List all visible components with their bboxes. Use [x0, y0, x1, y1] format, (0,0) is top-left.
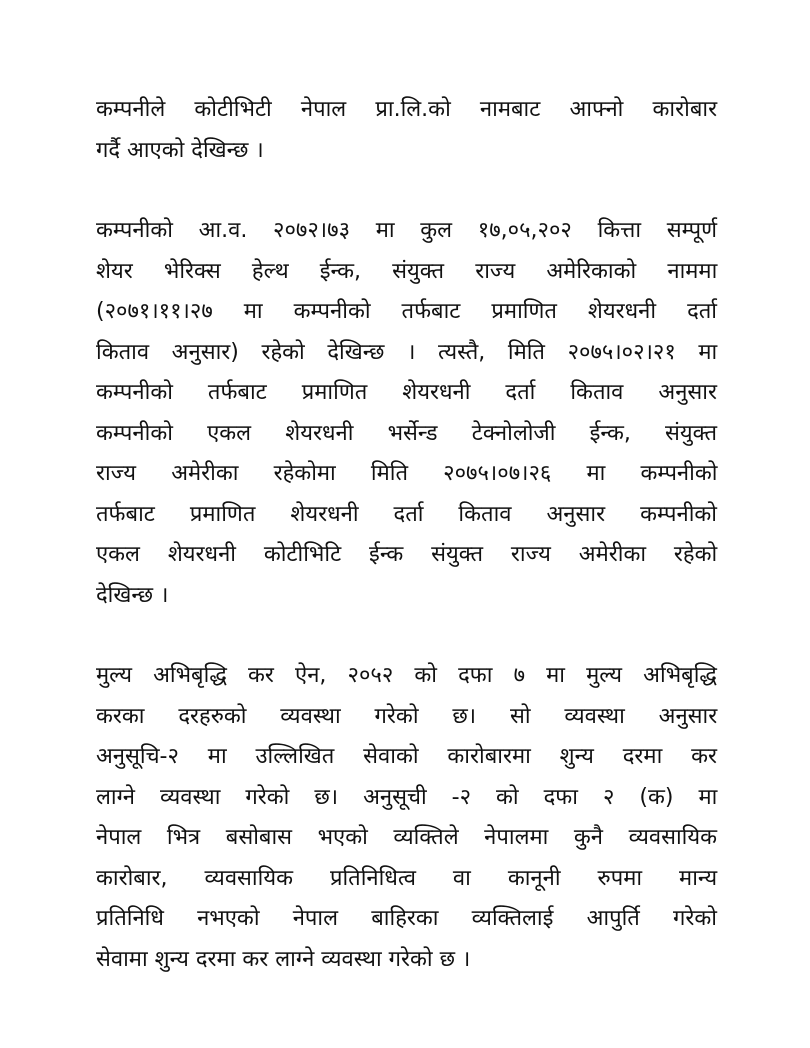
text-line: कम्पनीको तर्फबाट प्रमाणित शेयरधनी दर्ता किताव अनुसार — [96, 380, 717, 405]
paragraph-3 — [96, 656, 717, 980]
text-line: किताव अनुसार) रहेको देखिन्छ । त्यस्तै, मिति २०७५।०२।२१ मा — [96, 339, 718, 365]
text-line: मुल्य अभिबृद्धि कर ऐन, २०५२ को दफा ७ मा मुल्य अभिबृद्धि — [96, 663, 717, 688]
text-line: कम्पनीको एकल शेयरधनी भर्सेन्ड टेक्नोलोजी ईन्क, संयुक्त — [96, 420, 717, 446]
text-line: कारोबार, व्यवसायिक प्रतिनिधित्व वा कानूनी रुपमा मान्य — [96, 865, 718, 891]
text-line: तर्फबाट प्रमाणित शेयरधनी दर्ता किताव अनुसार कम्पनीको — [96, 501, 717, 527]
text-line: कम्पनीले कोटीभिटी नेपाल प्रा.लि.को नामबाट आफ्नो कारोबार — [96, 97, 718, 122]
text-line: देखिन्छ । — [96, 582, 169, 608]
text-line: कम्पनीको आ.व. २०७२।७३ मा कुल १७,०५,२०२ कित्ता सम्पूर्ण — [96, 218, 718, 243]
text-line: एकल शेयरधनी कोटीभिटि ईन्क संयुक्त राज्य अमेरीका रहेको — [96, 542, 718, 567]
text-line: शेयर भेरिक्स हेल्थ ईन्क, संयुक्त राज्य अमेरिकाको नाममा — [96, 258, 718, 284]
text-line: राज्य अमेरीका रहेकोमा मिति २०७५।०७।२६ मा कम्पनीको — [96, 461, 718, 486]
text-line: करका दरहरुको व्यवस्था गरेको छ। सो व्यवस्था अनुसार — [96, 703, 718, 729]
text-line: नेपाल भित्र बसोबास भएको व्यक्तिले नेपालमा कुनै व्यवसायिक — [96, 825, 718, 850]
paragraph-1 — [96, 90, 717, 171]
text-line: लाग्ने व्यवस्था गरेको छ। अनुसूची -२ को दफा २ (क) मा — [96, 784, 718, 810]
text-line: (२०७१।११।२७ मा कम्पनीको तर्फबाट प्रमाणित शेयरधनी दर्ता — [96, 299, 717, 324]
text-line: प्रतिनिधि नभएको नेपाल बाहिरका व्यक्तिलाई आपुर्ति गरेको — [96, 906, 717, 931]
text-line: सेवामा शुन्य दरमा कर लाग्ने व्यवस्था गरेको छ । — [96, 946, 471, 972]
text-line: गर्दै आएको देखिन्छ । — [96, 137, 264, 163]
paragraph-2 — [96, 211, 717, 616]
text-line: अनुसूचि-२ मा उल्लिखित सेवाको कारोबारमा शुन्य दरमा कर — [96, 744, 718, 769]
document-page — [96, 90, 717, 980]
